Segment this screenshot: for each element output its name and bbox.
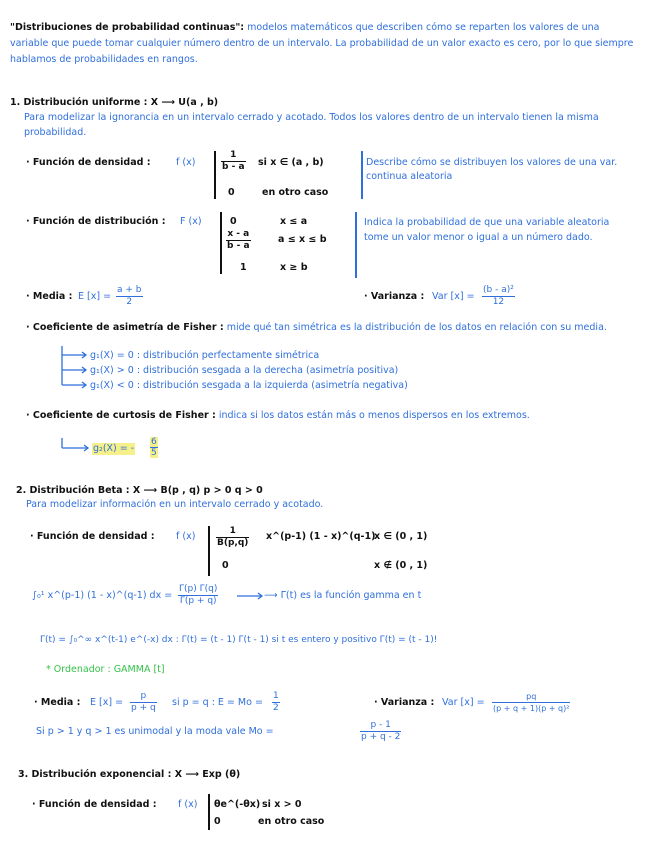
uniform-dist-row1-val: 0 <box>230 216 237 227</box>
uniform-density-label: · Función de densidad : <box>26 157 151 168</box>
uniform-variance-fraction: $\frac{\text{(b - a)²}}{12}$ <box>483 285 514 307</box>
uniform-mean-label: · Media : <box>26 291 73 302</box>
beta-density-cond2: x ∉ (0 , 1) <box>374 560 428 571</box>
intro-text: modelos matemáticos que describen cómo se reparten los valores de una variable que puede tomar cualquier número dentro de un intervalo. La probabilidad de un valor exacto es cero, por lo que siempre hablamos de probabilidades en rangos. <box>10 22 634 65</box>
exponential-density-brace <box>208 794 210 830</box>
uniform-kurt-text: indica si los datos están más o menos dispersos en los extremos. <box>218 410 530 421</box>
beta-density-brace <box>208 526 210 576</box>
exponential-density-expr: θe^(-θx) <box>214 799 261 810</box>
beta-integral-lhs: ∫₀¹ x^(p-1) (1 - x)^(q-1) dx = <box>32 590 173 601</box>
uniform-distribution-note: Indica la probabilidad de que una variable aleatoria tome un valor menor o igual a un número dado. <box>364 217 610 243</box>
exponential-density-label: · Función de densidad : <box>32 799 157 810</box>
exponential-density-cond2: en otro caso <box>258 816 325 827</box>
uniform-skew-item-3: g₁(X) < 0 : distribución sesgada a la izquierda (asimetría negativa) <box>90 380 408 391</box>
beta-variance-fraction: $\frac{pq}{\text{(p + q + 1)(p + q)²}}$ <box>493 692 570 713</box>
uniform-mean-formula: E [x] = <box>78 291 112 302</box>
uniform-dist-row3-val: 1 <box>240 262 247 273</box>
uniform-kurt-fraction: $\frac{6}{5}$ <box>151 437 157 458</box>
uniform-skew-item-1: g₁(X) = 0 : distribución perfectamente simétrica <box>90 350 320 361</box>
beta-mean-label: · Media : <box>34 697 81 708</box>
uniform-distribution-label: · Función de distribución : <box>26 216 166 227</box>
exponential-heading: 3. Distribución exponencial : X ⟶ Exp (θ) <box>18 769 241 780</box>
beta-variance-formula: Var [x] = <box>442 697 485 708</box>
beta-integral-fraction: $\frac{\Gamma(p) \Gamma(q)}{\Gamma(p + q)}$ <box>179 584 218 606</box>
beta-mean-fraction: $\frac{p}{p + q}$ <box>131 691 156 713</box>
uniform-heading: 1. Distribución uniforme : X ⟶ U(a , b) <box>10 97 219 108</box>
beta-density-zero: 0 <box>222 560 229 571</box>
uniform-density-fraction: $\frac{1}{b - a}$ <box>222 150 245 172</box>
exponential-density-fx: f (x) <box>178 799 198 810</box>
beta-mode-text: Si p > 1 y q > 1 es unimodal y la moda vale Mo = <box>36 726 274 737</box>
intro-title: "Distribuciones de probabilidad continuas": <box>10 22 245 33</box>
uniform-dist-row2-fraction: $\frac{x - a}{b - a}$ <box>227 229 250 251</box>
exponential-density-cond1: si x > 0 <box>262 799 302 810</box>
uniform-skew-text: mide qué tan simétrica es la distribución de los datos en relación con su media. <box>226 322 607 333</box>
beta-mean-formula: E [x] = <box>90 697 124 708</box>
uniform-dist-row1-cond: x ≤ a <box>280 216 308 227</box>
beta-density-label: · Función de densidad : <box>30 531 155 542</box>
uniform-description: Para modelizar la ignorancia en un intervalo cerrado y acotado. Todos los valores dentro de un intervalo tienen la misma probabilidad. <box>24 112 599 138</box>
beta-mode-fraction: $\frac{p - 1}{p + q - 2}$ <box>361 720 401 742</box>
uniform-skew-label: · Coeficiente de asimetría de Fisher : <box>26 322 224 333</box>
beta-gamma-definition: Γ(t) = ∫₀^∞ x^(t-1) e^(-x) dx : Γ(t) = (t - 1) Γ(t - 1) si t es entero y positivo Γ(t) = (t - 1)! <box>40 635 438 645</box>
exponential-density-zero: 0 <box>214 816 221 827</box>
uniform-density-fx: f (x) <box>176 157 196 168</box>
uniform-skew-item-2: g₁(X) > 0 : distribución sesgada a la derecha (asimetría positiva) <box>90 365 399 376</box>
beta-density-fraction: $\frac{1}{B(p,q)}$ <box>217 526 249 548</box>
beta-heading: 2. Distribución Beta : X ⟶ B(p , q) p > 0 q > 0 <box>16 485 263 496</box>
uniform-kurt-formula: g₂(X) = - <box>93 443 135 454</box>
uniform-variance-label: · Varianza : <box>364 291 425 302</box>
uniform-distribution-Fx: F (x) <box>180 216 202 227</box>
uniform-variance-formula: Var [x] = <box>432 291 475 302</box>
beta-calculator-note: * Ordenador : GAMMA [t] <box>46 664 165 675</box>
beta-description: Para modelizar información en un intervalo cerrado y acotado. <box>26 499 324 510</box>
beta-density-fx: f (x) <box>176 531 196 542</box>
uniform-density-cond2: en otro caso <box>262 187 329 198</box>
uniform-density-note: Describe cómo se distribuyen los valores de una var. continua aleatoria <box>366 157 618 182</box>
beta-density-cond1: x ∈ (0 , 1) <box>374 531 428 542</box>
uniform-kurt-label: · Coeficiente de curtosis de Fisher : <box>26 410 216 421</box>
uniform-density-zero: 0 <box>228 187 235 198</box>
beta-mean-cond: si p = q : E = Mo = <box>172 697 263 708</box>
uniform-dist-row3-cond: x ≥ b <box>280 262 308 273</box>
beta-mean-cond-fraction: $\frac{1}{2}$ <box>273 691 279 713</box>
uniform-dist-row2-cond: a ≤ x ≤ b <box>278 234 327 245</box>
uniform-mean-fraction: $\frac{a + b}{2}$ <box>117 285 142 307</box>
beta-density-expr: x^(p-1) (1 - x)^(q-1) <box>266 531 376 542</box>
beta-variance-label: · Varianza : <box>374 697 435 708</box>
uniform-density-cond1: si x ∈ (a , b) <box>258 157 324 168</box>
beta-integral-note: ⟶ Γ(t) es la función gamma en t <box>264 590 422 601</box>
